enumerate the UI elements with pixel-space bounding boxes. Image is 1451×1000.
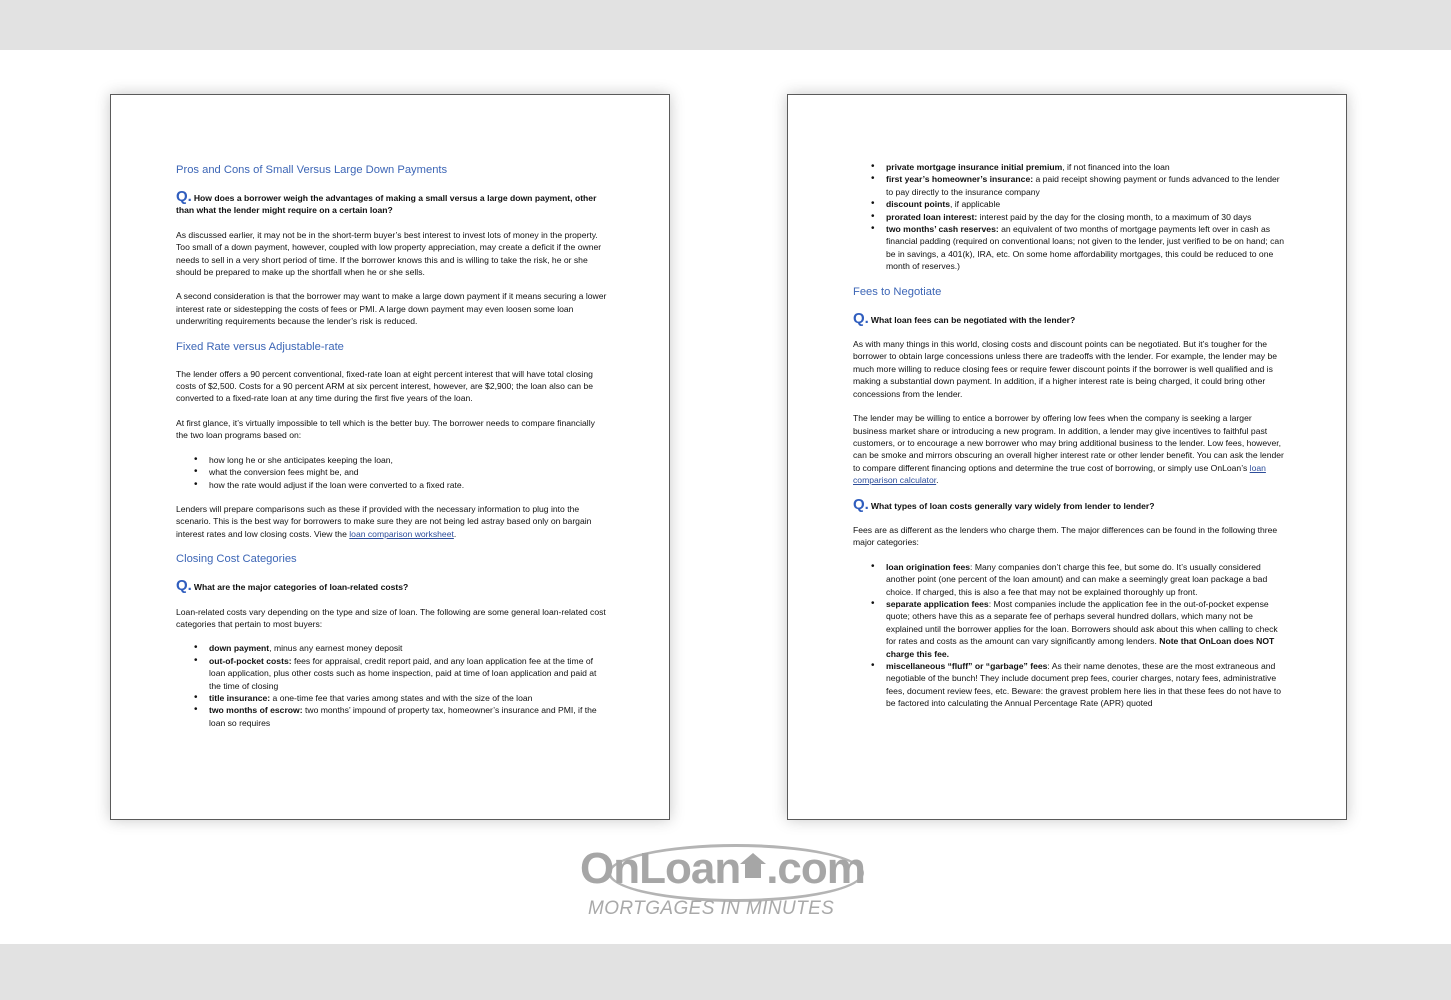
paragraph: Loan-related costs vary depending on the type and size of loan. The following are some general loan-related cost categories that pertain to most buyers: bbox=[176, 606, 606, 629]
list-item bbox=[886, 198, 1285, 210]
list-item bbox=[886, 161, 1285, 173]
paragraph: As discussed earlier, it may not be in the short-term buyer’s best interest to invest lots of money in the property. Too small of a down payment, however, coupled with low property appreciation, may create a deficit if the owner needs to sell in a very short period of time. If the borrower knows this and is willing to take the risk, he or she should be prepared to make up the shortfall when he or she sells. bbox=[176, 229, 602, 278]
document-page-right bbox=[787, 94, 1347, 820]
section-heading: Fees to Negotiate bbox=[853, 285, 942, 298]
q-marker: Q. bbox=[176, 577, 192, 595]
page-content bbox=[853, 161, 1285, 722]
list-item: • what the conversion fees might be, and bbox=[209, 466, 608, 478]
list-item: • how the rate would adjust if the loan were converted to a fixed rate. bbox=[209, 479, 608, 491]
list-text: a one-time fee that varies among states and with the size of the loan bbox=[270, 692, 533, 703]
loan-comparison-calculator-link[interactable]: loan comparison calculator bbox=[853, 462, 1266, 486]
list-term: title insurance: bbox=[209, 692, 271, 703]
list-item bbox=[886, 223, 1285, 273]
list-term: down payment bbox=[209, 643, 270, 654]
list-term: miscellaneous “fluff” or “garbage” fees bbox=[886, 661, 1048, 671]
list-text: , if not financed into the loan bbox=[1062, 162, 1170, 172]
question bbox=[853, 309, 1285, 327]
list-text: , minus any earnest money deposit bbox=[269, 643, 403, 654]
list-term: prorated loan interest: bbox=[886, 211, 978, 222]
question-text: What types of loan costs generally vary widely from lender to lender? bbox=[870, 500, 1155, 511]
section-heading: Fixed Rate versus Adjustable-rate bbox=[176, 340, 344, 353]
paragraph: The lender offers a 90 percent conventional, fixed-rate loan at eight percent interest that will have total closing costs of $2,500. Costs for a 90 percent ARM at six percent interest, however, are $2,900; the loan also can be converted to a fixed-rate loan at any time during the first five years of the loan. bbox=[176, 368, 594, 404]
list-term: two months of escrow: bbox=[209, 705, 303, 716]
q-marker: Q. bbox=[853, 309, 869, 327]
paragraph: At first glance, it’s virtually impossible to tell which is the better buy. The borrower needs to compare financially the two loan programs based on: bbox=[176, 417, 595, 441]
q-marker: Q. bbox=[176, 188, 192, 205]
list-term: first year’s homeowner’s insurance: bbox=[886, 174, 1034, 185]
document-page-left bbox=[110, 94, 670, 820]
paragraph: Fees are as different as the lenders who charge them. The major differences can be found in the following three major categories: bbox=[853, 524, 1278, 548]
list-item bbox=[209, 704, 608, 729]
paragraph bbox=[176, 503, 608, 540]
list-term: two months’ cash reserves: bbox=[886, 224, 999, 235]
bullet-list bbox=[853, 161, 1285, 273]
q-marker: Q. bbox=[853, 495, 869, 513]
paragraph-end: . bbox=[453, 528, 457, 539]
paragraph bbox=[853, 412, 1285, 486]
list-term: private mortgage insurance initial premium bbox=[886, 162, 1063, 172]
paragraph: As with many things in this world, closing costs and discount points can be negotiated. But it’s tougher for the borrower to obtain large concessions unless there are tradeoffs with the lender. For example, the lender may be much more willing to reduce closing fees or require fewer discount points if the borrower is well qualified and is making a substantial down payment. In addition, if a higher interest rate is being charged, it could bring other concessions from the lender. bbox=[853, 339, 1278, 399]
question bbox=[176, 577, 608, 595]
logo-tagline: MORTGAGES IN MINUTES bbox=[588, 898, 835, 919]
paragraph: A second consideration is that the borrower may want to make a large down payment if it means securing a lower interest rate or sidestepping the costs of fees or PMI. A large down payment may even loosen some loan underwriting requirements because the lender’s risk is reduced. bbox=[176, 291, 607, 327]
list-text: : Most companies include the application fee in the out-of-pocket expense quote; others have this as a separate fee of perhaps several hundred dollars, which many not be explained until the borrower applies for the loan. Borrowers should ask about this when calling to check for rates and costs as the amount can vary significantly among lenders. bbox=[886, 598, 1278, 647]
list-item: • how long he or she anticipates keeping the loan, bbox=[209, 454, 608, 466]
list-item bbox=[209, 642, 608, 654]
bullet-list bbox=[176, 454, 608, 491]
list-item bbox=[886, 598, 1285, 660]
list-term: separate application fees bbox=[886, 598, 989, 609]
list-text: two months’ impound of property tax, homeowner’s insurance and PMI, if the loan so requires bbox=[209, 705, 597, 728]
list-item bbox=[886, 561, 1285, 598]
paragraph-text: The lender may be willing to entice a borrower by offering low fees when the company is seeking a larger business market share or introducing a new program. In addition, a lender may give incentives to faithful past customers, or to encourage a new borrower who may bring additional business to the lender. Low fees, however, can be smoke and mirrors obscuring an overall higher interest rate or other lender benefit. You can ask the lender to compare different financing options and determine the true cost of borrowing, or simply use OnLoan’s bbox=[853, 413, 1284, 473]
list-text: a paid receipt showing payment or funds advanced to the lender to pay directly to the insurance company bbox=[886, 174, 1280, 197]
list-item bbox=[886, 173, 1285, 198]
section-heading: Closing Cost Categories bbox=[176, 553, 297, 566]
question bbox=[176, 188, 608, 217]
top-band bbox=[0, 0, 1451, 50]
list-term: loan origination fees bbox=[886, 561, 971, 572]
logo-wordmark bbox=[580, 842, 865, 896]
bottom-band bbox=[0, 944, 1451, 1000]
list-item bbox=[886, 211, 1285, 223]
list-item bbox=[886, 660, 1285, 710]
list-term: out-of-pocket costs: bbox=[209, 655, 292, 666]
page-content bbox=[176, 151, 608, 741]
list-text: : Many companies don’t charge this fee, but some do. It’s usually considered another point (one percent of the loan amount) and can make a seemingly great loan package a bad choice. If charged, this is also a fee that may not be explained thoroughly up front. bbox=[886, 561, 1268, 597]
section-heading: Pros and Cons of Small Versus Large Down Payments bbox=[176, 164, 448, 176]
bullet-list bbox=[853, 561, 1285, 710]
list-note: Note that OnLoan does NOT charge this fee. bbox=[886, 636, 1275, 659]
list-text: fees for appraisal, credit report paid, and any loan application fee at the time of loan application, plus other costs such as home inspection, paid at time of loan application and paid at the time of closing bbox=[209, 655, 597, 691]
onloan-logo bbox=[580, 842, 870, 924]
paragraph-end: . bbox=[936, 475, 939, 486]
list-text: : As their name denotes, these are the most extraneous and negotiable of the bunch! They include document prep fees, courier charges, notary fees, administrative fees, document review fees, etc. Beware: the gravest problem here lies in that these fees do not have to be factored into calculating the Annual Percentage Rate (APR) quoted bbox=[886, 661, 1282, 709]
question bbox=[853, 495, 1285, 513]
logo-name-right: .com bbox=[766, 844, 865, 893]
list-item bbox=[209, 692, 608, 704]
paragraph-text: Lenders will prepare comparisons such as these if provided with the necessary information to plug into the scenario. This is the best way for borrowers to make sure they are not being led astray based only on bargain interest rates and low closing costs. View the bbox=[176, 503, 592, 539]
list-item bbox=[209, 655, 608, 692]
bullet-list bbox=[176, 642, 608, 729]
question-text: How does a borrower weigh the advantages of making a small versus a large down payment, other than what the lender might require on a certain loan? bbox=[176, 193, 597, 216]
logo-name-left: OnLoan bbox=[580, 844, 741, 893]
question-text: What loan fees can be negotiated with the lender? bbox=[870, 314, 1076, 325]
question-text: What are the major categories of loan-related costs? bbox=[193, 582, 409, 593]
list-text: , if applicable bbox=[949, 199, 1001, 210]
list-text: an equivalent of two months of mortgage payments left over in cash as financial padding (required on conventional loans; not given to the lender, just verified to be on hand; can be in savings, a 401(k), IRA, etc. On some home affordability mortgages, this could be reduced to one month of reserves.) bbox=[886, 224, 1284, 272]
list-term: discount points bbox=[886, 199, 950, 210]
list-text: interest paid by the day for the closing month, to a maximum of 30 days bbox=[977, 211, 1252, 222]
house-icon bbox=[742, 855, 764, 879]
loan-comparison-worksheet-link[interactable]: loan comparison worksheet bbox=[349, 528, 454, 539]
